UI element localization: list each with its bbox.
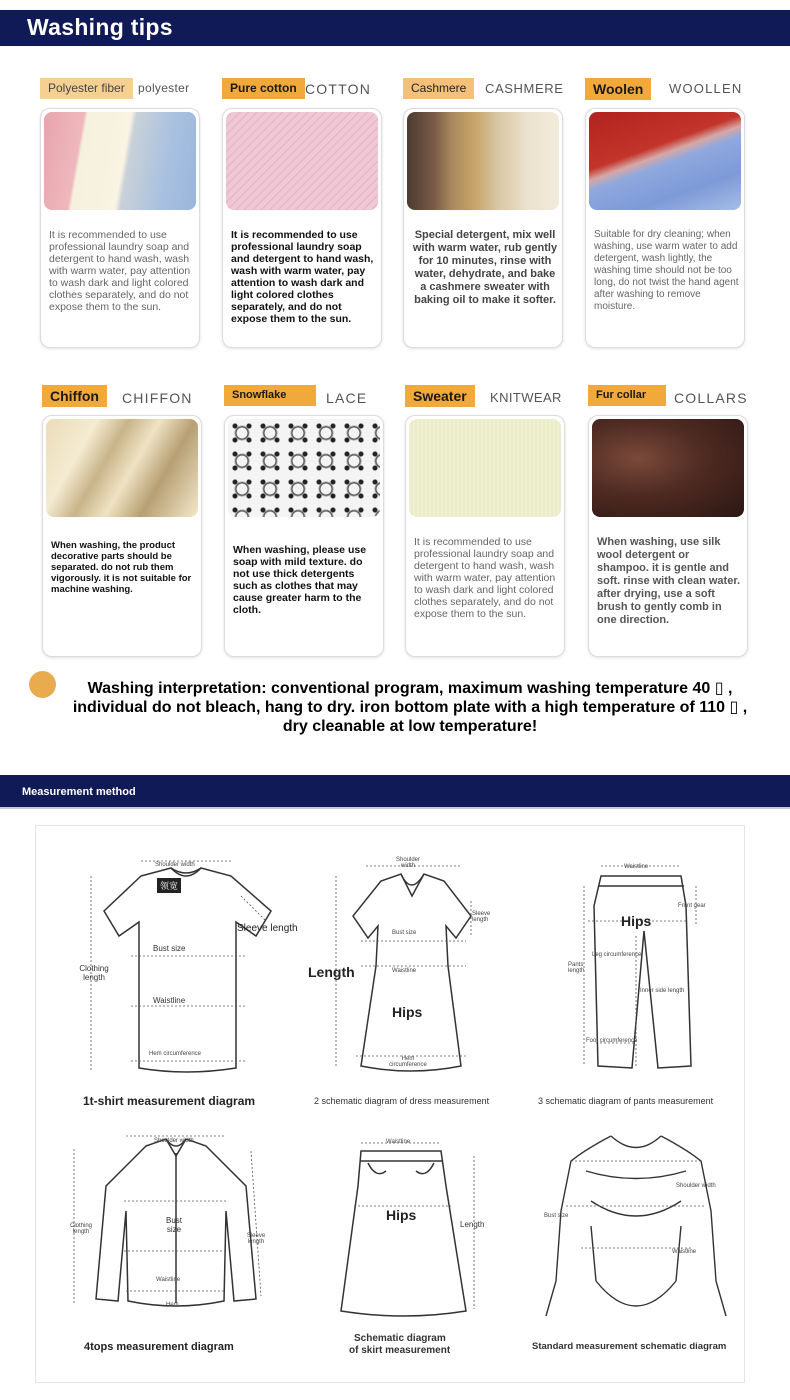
fabric-tag: Sweater <box>405 385 475 407</box>
hem-label: Hem circumference <box>389 1056 427 1068</box>
fabric-photo <box>409 419 561 517</box>
measurement-panel <box>35 825 745 1383</box>
fabric-photo <box>228 419 380 517</box>
fabric-card-sweater <box>405 385 575 655</box>
fabric-card-cashmere <box>403 78 573 348</box>
washing-interpretation: Washing interpretation: conventional program, maximum washing temperature 40 ▯ , individual do not bleach, hang to dry. iron bottom plate with a high temperature of 110 ▯ , dry cleanable at low temperature! <box>72 680 748 735</box>
bust-label: Bust size <box>392 930 417 936</box>
leg-label: Leg circumference <box>592 952 642 958</box>
body-drawing <box>526 1131 746 1321</box>
diagram-caption: 3 schematic diagram of pants measurement <box>538 1096 714 1106</box>
washing-tips-title: Washing tips <box>27 14 173 40</box>
fabric-tag: Snowflake <box>224 385 316 406</box>
waist-label: Waistline <box>153 996 186 1005</box>
fabric-description: It is recommended to use professional laundry soap and detergent to hand wash, wash with warm water, pay attention to wash dark and light colored clothes separately, and do not expose them to the sun. <box>49 229 191 313</box>
fabric-photo <box>407 112 559 210</box>
washing-tips-banner <box>0 10 790 46</box>
tshirt-diagram <box>71 856 298 1116</box>
dress-diagram <box>306 856 516 1116</box>
fabric-card-woolen <box>585 78 755 348</box>
fabric-card-body <box>405 415 565 657</box>
sleeve-label: Sleeve length <box>237 923 298 934</box>
fabric-card-lace <box>224 385 394 655</box>
waist-label: Waistline <box>392 968 417 974</box>
skirt-diagram <box>316 1131 506 1361</box>
hips-label: Hips <box>392 1004 423 1020</box>
fabric-name: LACE <box>326 390 368 406</box>
fabric-description: When washing, the product decorative parts should be separated. do not rub them vigorously. it is not suitable for machine washing. <box>51 540 192 595</box>
hem-label: Hem <box>166 1302 179 1308</box>
length-label: Clothing length <box>69 1223 92 1235</box>
front-gear-label: Front gear <box>678 903 706 909</box>
body-diagram <box>526 1131 746 1361</box>
shoulder-label: Shoulder width <box>396 857 421 869</box>
diagram-caption-line2: of skirt measurement <box>349 1345 451 1356</box>
fabric-name: COLLARS <box>674 390 748 406</box>
knee-label: Inner side length <box>640 988 685 994</box>
fabric-card-body <box>222 108 382 348</box>
diagram-caption: 1t-shirt measurement diagram <box>83 1094 256 1108</box>
hips-label: Hips <box>621 913 652 929</box>
pants-diagram <box>536 856 746 1116</box>
fabric-tag: Polyester fiber <box>40 78 133 99</box>
fabric-tag: Woolen <box>585 78 651 100</box>
fabric-name: KNITWEAR <box>490 390 562 405</box>
fabric-description: It is recommended to use professional laundry soap and detergent to hand wash, wash with warm water, pay attention to wash dark and light colored clothes separately, and do not expose them to the sun. <box>231 229 374 325</box>
fabric-description: Suitable for dry cleaning; when washing, use warm water to add detergent, wash lightly, the washing time should not be too long, do not twist the hand agent after washing to remove moisture. <box>594 229 739 312</box>
fabric-tag: Fur collar <box>588 385 666 406</box>
fabric-description: When washing, please use soap with mild texture. do not use thick detergents such as clothes that may cause greater harm to the cloth. <box>233 544 367 616</box>
fabric-card-chiffon <box>42 385 212 655</box>
fabric-name: CHIFFON <box>122 390 193 406</box>
length-label: Clothing length <box>79 964 109 982</box>
shoulder-label: Shoulder width <box>155 862 195 868</box>
fabric-tag: Cashmere <box>403 78 474 99</box>
bust-label: Bust size <box>165 1216 182 1234</box>
length-label: Length <box>308 964 355 980</box>
fabric-photo <box>46 419 198 517</box>
length-label: Length <box>460 1220 485 1229</box>
fabric-photo <box>589 112 741 210</box>
diagram-caption: 4tops measurement diagram <box>84 1341 234 1353</box>
bust-label: Bust size <box>153 944 186 953</box>
fabric-card-body <box>40 108 200 348</box>
fabric-photo <box>592 419 744 517</box>
collar-chip: 领宽 <box>157 878 181 893</box>
hem-label: Hem circumference <box>149 1051 202 1057</box>
fabric-name: COTTON <box>305 81 372 97</box>
fabric-card-body <box>403 108 563 348</box>
diagram-caption-line1: Schematic diagram <box>354 1333 446 1344</box>
fabric-description: It is recommended to use professional laundry soap and detergent to hand wash, wash with warm water, pay attention to wash dark and light colored clothes separately, and do not expose them to the sun. <box>414 536 556 620</box>
shoulder-label: Shoulder width <box>154 1138 194 1144</box>
fabric-photo <box>44 112 196 210</box>
pants-length-label: Pants length <box>568 962 585 974</box>
bust-label: Bust size <box>544 1213 569 1219</box>
fabric-photo <box>226 112 378 210</box>
tops-diagram <box>66 1131 286 1361</box>
fabric-name: WOOLLEN <box>669 81 743 96</box>
measurement-banner <box>0 775 790 809</box>
fabric-name: polyester <box>138 81 190 95</box>
interpretation-bullet <box>29 671 56 698</box>
hips-label: Hips <box>386 1207 417 1223</box>
fabric-card-cotton <box>222 78 392 348</box>
waist-label: Waistline <box>672 1249 697 1255</box>
fabric-tag: Pure cotton <box>222 78 305 99</box>
fabric-card-fur-collar <box>588 385 758 655</box>
diagram-caption: Standard measurement schematic diagram <box>532 1341 727 1352</box>
shoulder-label: Shoulder width <box>676 1183 716 1189</box>
waist-label: Waistline <box>386 1139 411 1145</box>
fabric-card-body <box>224 415 384 657</box>
fabric-description: When washing, use silk wool detergent or shampoo. it is gentle and soft. rinse with clean water. after drying, use a soft brush to gently comb in one direction. <box>597 536 741 626</box>
fabric-tag: Chiffon <box>42 385 107 407</box>
sleeve-label: Sleeve length <box>246 1233 266 1245</box>
fabric-description: Special detergent, mix well with warm water, rub gently for 10 minutes, rinse with water, dehydrate, and bake a cashmere sweater with baking oil to make it softer. <box>412 229 558 306</box>
sleeve-label: Sleeve length <box>472 911 491 923</box>
fabric-card-polyester <box>40 78 210 348</box>
diagram-caption: 2 schematic diagram of dress measurement <box>314 1096 490 1106</box>
measurement-title: Measurement method <box>22 786 136 798</box>
waist-label: Waistline <box>624 864 649 870</box>
fabric-card-body <box>585 108 745 348</box>
foot-label: Foot circumference <box>586 1038 638 1044</box>
fabric-card-body <box>588 415 748 657</box>
waist-label: Waistline <box>156 1277 181 1283</box>
fabric-name: CASHMERE <box>485 81 564 96</box>
fabric-card-body <box>42 415 202 657</box>
